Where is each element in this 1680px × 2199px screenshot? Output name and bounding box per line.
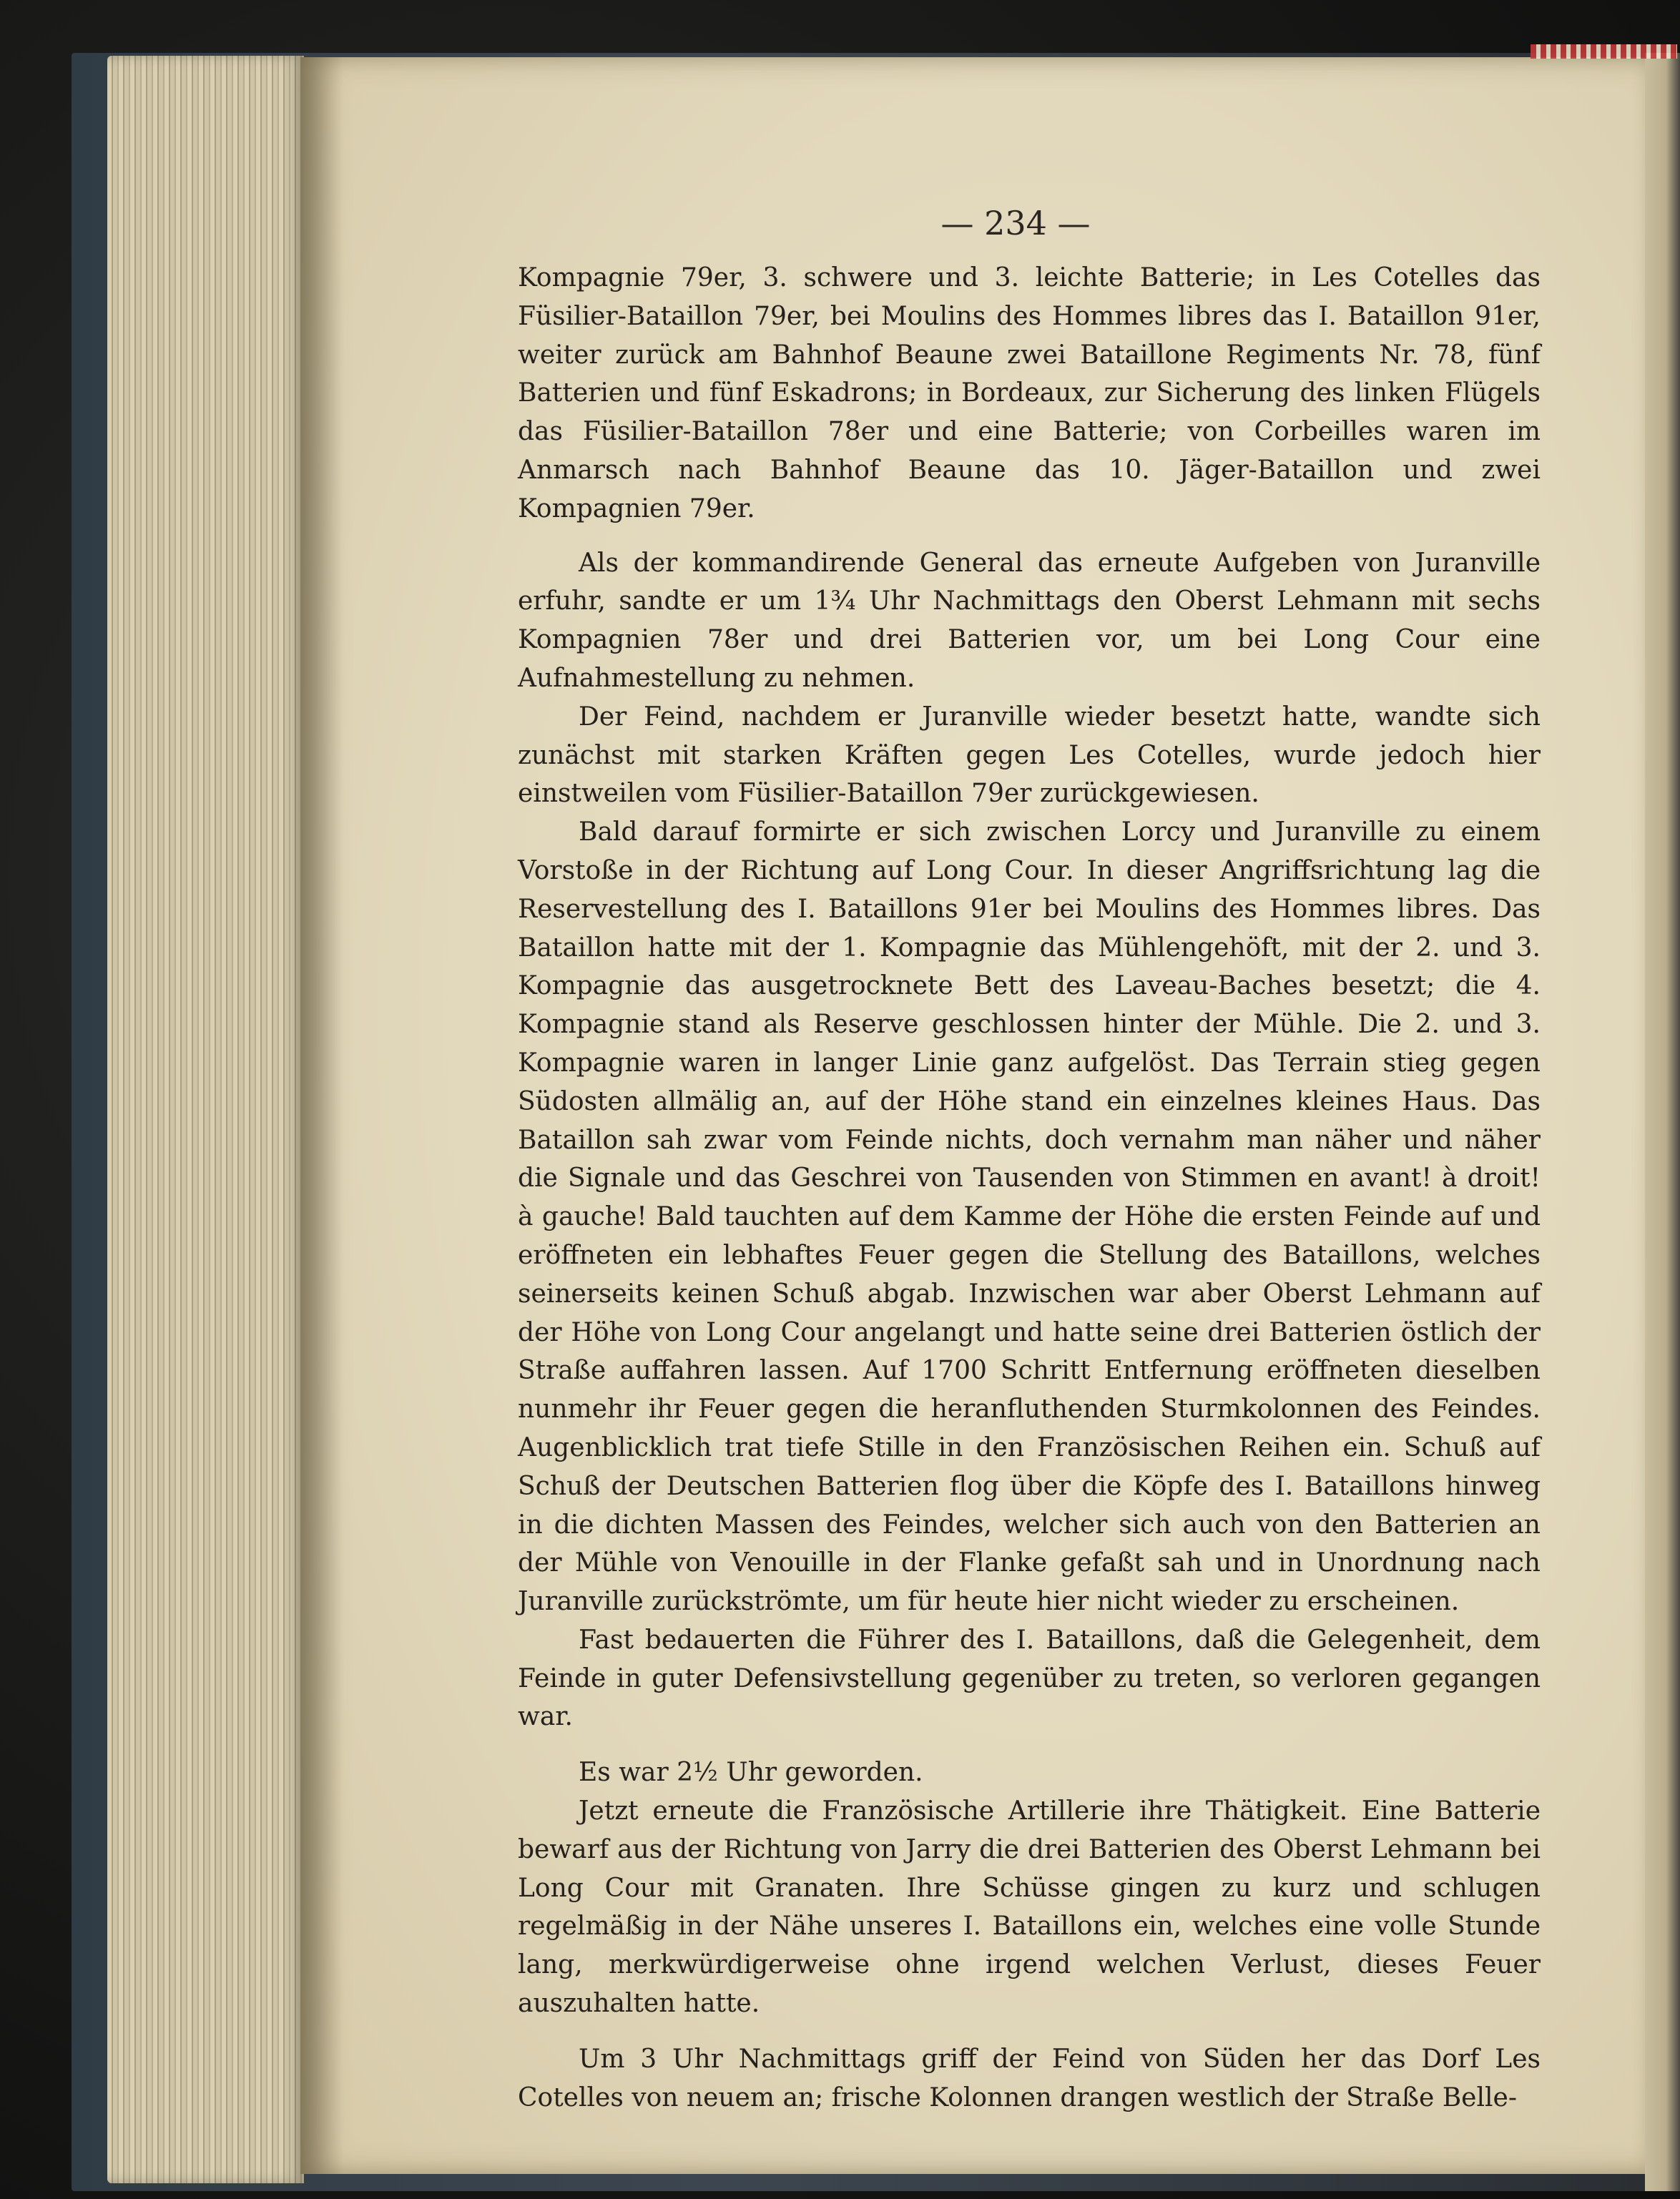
gutter-shadow <box>300 57 343 2174</box>
red-edge-marking <box>1531 44 1677 59</box>
page-edges-right <box>1645 53 1680 2191</box>
paragraph: Bald darauf formirte er sich zwischen Lorcy und Juranville zu einem Vorstoße in der Richtung auf Long Cour. In dieser Angriffsrichtung lag die Reservestellung des I. Bataillons 91er bei Moulins des Hommes libres. Das Bataillon hatte mit der 1. Kompagnie das Mühlengehöft, mit der 2. und 3. Kompagnie das ausgetrocknete Bett des Laveau-Baches besetzt; die 4. Kompagnie stand als Reserve geschlossen hinter der Mühle. Die 2. und 3. Kompagnie waren in langer Linie ganz aufgelöst. Das Terrain stieg gegen Südosten allmälig an, auf der Höhe stand ein einzelnes kleines Haus. Das Bataillon sah zwar vom Feinde nichts, doch vernahm man näher und näher die Signale und das Geschrei von Tausenden von Stimmen en avant! à droit! à gauche! Bald tauchten auf dem Kamme der Höhe die ersten Feinde auf und eröffneten ein lebhaftes Feuer gegen die Stellung des Bataillons, welches seinerseits keinen Schuß abgab. Inzwischen war aber Oberst Lehmann auf der Höhe von Long Cour angelangt und hatte seine drei Batterien östlich der Straße auffahren lassen. Auf 1700 Schritt Entfernung eröffneten dieselben nunmehr ihr Feuer gegen die heranfluthenden Sturmkolonnen des Feindes. Augenblicklich trat tiefe Stille in den Französischen Reihen ein. Schuß auf Schuß der Deutschen Batterien flog über die Köpfe des I. Bataillons hinweg in die dichten Massen des Feindes, welcher sich auch von den Batterien an der Mühle von Venouille in der Flanke gefaßt sah und in Unordnung nach Juranville zurückströmte, um für heute hier nicht wieder zu erscheinen. <box>518 817 1541 1617</box>
paragraph: Kompagnie 79er, 3. schwere und 3. leichte Batterie; in Les Cotelles das Füsilier-Bataillon 79er, bei Moulins des Hommes libres das I. Bataillon 91er, weiter zurück am Bahnhof Beaune zwei Bataillone Regiments Nr. 78, fünf Batterien und fünf Eskadrons; in Bordeaux, zur Sicherung des linken Flügels das Füsilier-Bataillon 78er und eine Batterie; von Corbeilles waren im Anmarsch nach Bahnhof Beaune das 10. Jäger-Bataillon und zwei Kompagnien 79er. <box>518 263 1541 523</box>
paragraph: Es war 2½ Uhr geworden. <box>579 1758 923 1788</box>
paragraph: Der Feind, nachdem er Juranville wieder besetzt hatte, wandte sich zunächst mit starken Kräften gegen Les Cotelles, wurde jedoch hier einstweilen vom Füsilier-Bataillon 79er zurückgewiesen. <box>518 702 1541 809</box>
page-header: — 234 — <box>940 204 1091 242</box>
paragraph: Jetzt erneute die Französische Artillerie ihre Thätigkeit. Eine Batterie bewarf aus der Richtung von Jarry die drei Batterien des Oberst Lehmann bei Long Cour mit Granaten. Ihre Schüsse gingen zu kurz und schlugen regelmäßig in der Nähe unseres I. Bataillons ein, welches eine volle Stunde lang, merkwürdigerweise ohne irgend welchen Verlust, dieses Feuer auszuhalten hatte. <box>518 1796 1541 2019</box>
paragraph: Um 3 Uhr Nachmittags griff der Feind von Süden her das Dorf Les Cotelles von neuem an; frische Kolonnen drangen westlich der Straße Belle- <box>518 2044 1541 2112</box>
paragraph: Als der kommandirende General das erneute Aufgeben von Juranville erfuhr, sandte er um 1¾ Uhr Nachmittags den Oberst Lehmann mit sechs Kompagnien 78er und drei Batterien vor, um bei Long Cour eine Aufnahmestellung zu nehmen. <box>518 548 1541 693</box>
page-body <box>518 259 1541 2117</box>
paragraph: Fast bedauerten die Führer des I. Bataillons, daß die Gelegenheit, dem Feinde in guter Defensivstellung gegenüber zu treten, so verloren gegangen war. <box>518 1625 1541 1732</box>
page-edges-left <box>107 56 304 2183</box>
